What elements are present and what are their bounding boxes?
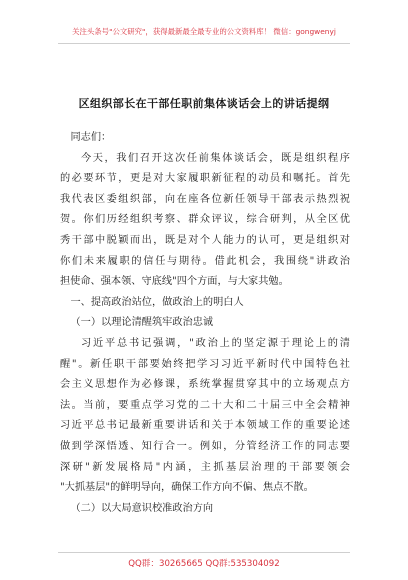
body-line: 贺。你们历经组织考察、群众评议，综合研判，从全区优 — [60, 214, 350, 226]
document-body — [60, 128, 350, 519]
body-line: 同志们： — [70, 132, 112, 143]
body-line: 一、提高政治站位，做政治上的明白人 — [70, 296, 244, 308]
body-line: 法。当前，要重点学习党的二十大和二十届三中全会精神 — [60, 399, 350, 411]
body-line: （二）以大局意识校准政治方向 — [70, 502, 214, 514]
body-line: 我代表区委组织部，向在座各位新任领导干部表示热烈祝 — [60, 193, 350, 205]
body-line: 你们未来履职的信任与期待。借此机会，我围绕"讲政治 — [60, 255, 350, 267]
body-line: 的必要环节，更是对大家履职新征程的动员和嘱托。首先 — [60, 173, 350, 185]
footer-divider — [58, 552, 350, 553]
body-line: 秀干部中脱颖而出，既是对个人能力的认可，更是组织对 — [60, 234, 350, 246]
body-line: 醒"。新任职干部要始终把学习习近平新时代中国特色社 — [60, 358, 350, 370]
header-note: 关注头条号"公文研究"，获得最新最全最专业的公文资料库！ 微信：gongwenyj — [72, 27, 336, 36]
document-title: 区组织部长在干部任职前集体谈话会上的讲话提纲 — [78, 97, 330, 110]
body-line: "大抓基层"的鲜明导向，确保工作方向不偏、焦点不散。 — [60, 482, 314, 494]
body-line: 做到学深悟透、知行合一。例如，分管经济工作的同志要 — [60, 440, 350, 452]
body-line: 习近平总书记强调，"政治上的坚定源于理论上的清 — [81, 337, 350, 349]
body-line: 习近平总书记最新重要讲话和关于本领域工作的重要论述 — [60, 420, 350, 432]
header-divider — [58, 43, 350, 44]
body-line: 会主义思想作为必修课，系统掌握贯穿其中的立场观点方 — [60, 379, 350, 391]
footer-contact: QQ群：30265665 QQ群:535304092 — [128, 559, 280, 569]
body-line: 担使命、强本领、守底线"四个方面，与大家共勉。 — [60, 276, 289, 288]
body-line: 今天，我们召开这次任前集体谈话会，既是组织程序 — [81, 152, 350, 164]
body-line: （一）以理论清醒筑牢政治忠诚 — [70, 317, 214, 329]
body-line: 深研"新发展格局"内涵，主抓基层治理的干部要领会 — [60, 461, 350, 473]
